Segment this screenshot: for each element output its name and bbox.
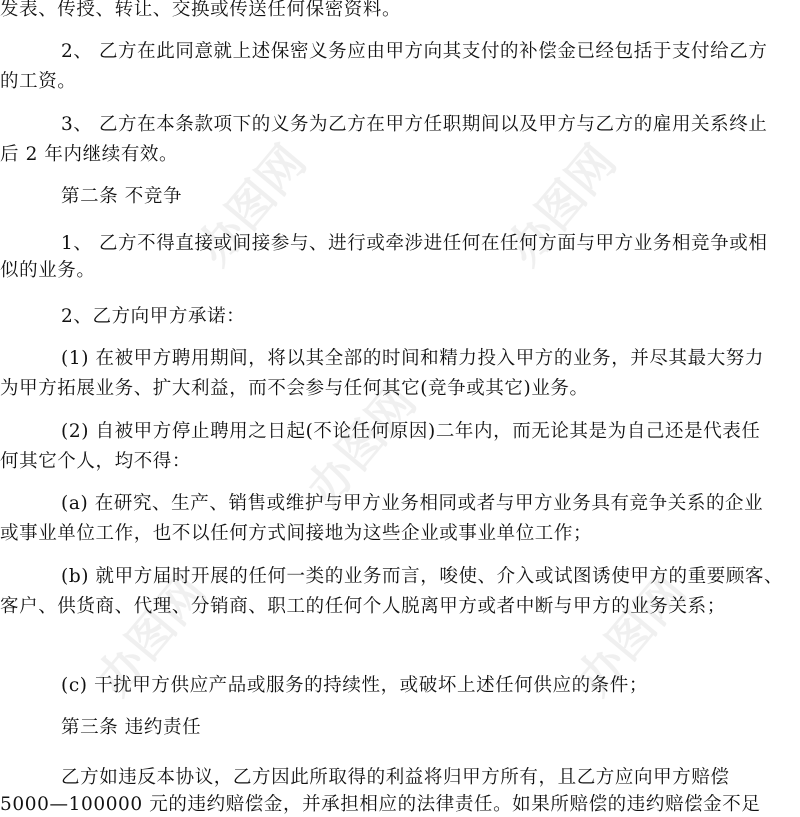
text-line-1: 发表、传授、转让、交换或传送任何保密资料。	[0, 0, 402, 20]
watermark-1: 办图网	[186, 134, 317, 276]
text-line-17: 客户、供货商、代理、分销商、职工的任何个人脱离甲方或者中断与甲方的业务关系；	[0, 596, 726, 617]
text-line-8: 似的业务。	[0, 260, 96, 281]
text-line-16: (b) 就甲方届时开展的任何一类的业务而言，唆使、介入或试图诱使甲方的重要顾客、	[61, 566, 784, 587]
watermark-3: 办图网	[296, 374, 427, 516]
text-line-21: 5000—100000 元的违约赔偿金，并承担相应的法律责任。如果所赔偿的违约赔偿金不足	[0, 794, 761, 815]
text-line-15: 或事业单位工作，也不以任何方式间接地为这些企业或事业单位工作；	[0, 523, 593, 544]
text-line-3: 的工资。	[0, 71, 77, 92]
text-line-10: (1) 在被甲方聘用期间，将以其全部的时间和精力投入甲方的业务，并尽其最大努力	[61, 348, 764, 369]
text-line-5: 后 2 年内继续有效。	[0, 144, 179, 165]
text-line-14: (a) 在研究、生产、销售或维护与甲方业务相同或者与甲方业务具有竞争关系的企业	[61, 493, 764, 514]
watermark-4: 办图网	[86, 564, 217, 706]
section-heading-3: 第三条 违约责任	[61, 717, 202, 738]
watermark-5: 办图网	[566, 564, 697, 706]
text-line-18: (c) 干扰甲方供应产品或服务的持续性，或破坏上述任何供应的条件；	[61, 675, 648, 696]
text-line-13: 何其它个人，均不得：	[0, 451, 192, 472]
text-line-20: 乙方如违反本协议，乙方因此所取得的利益将归甲方所有，且乙方应向甲方赔偿	[61, 767, 730, 788]
section-heading-2: 第二条 不竞争	[61, 186, 183, 207]
watermark-2: 办图网	[496, 134, 627, 276]
text-line-12: (2) 自被甲方停止聘用之日起(不论任何原因)二年内，而无论其是为自己还是代表任	[61, 421, 761, 442]
text-line-11: 为甲方拓展业务、扩大利益，而不会参与任何其它(竞争或其它)业务。	[0, 378, 589, 399]
text-line-7: 1、 乙方不得直接或间接参与、进行或牵涉进任何在任何方面与甲方业务相竞争或相	[61, 233, 768, 254]
text-line-4: 3、 乙方在本条款项下的义务为乙方在甲方任职期间以及甲方与乙方的雇用关系终止	[61, 114, 768, 135]
text-line-9: 2、乙方向甲方承诺：	[61, 306, 246, 327]
text-line-2: 2、 乙方在此同意就上述保密义务应由甲方向其支付的补偿金已经包括于支付给乙方	[61, 41, 768, 62]
